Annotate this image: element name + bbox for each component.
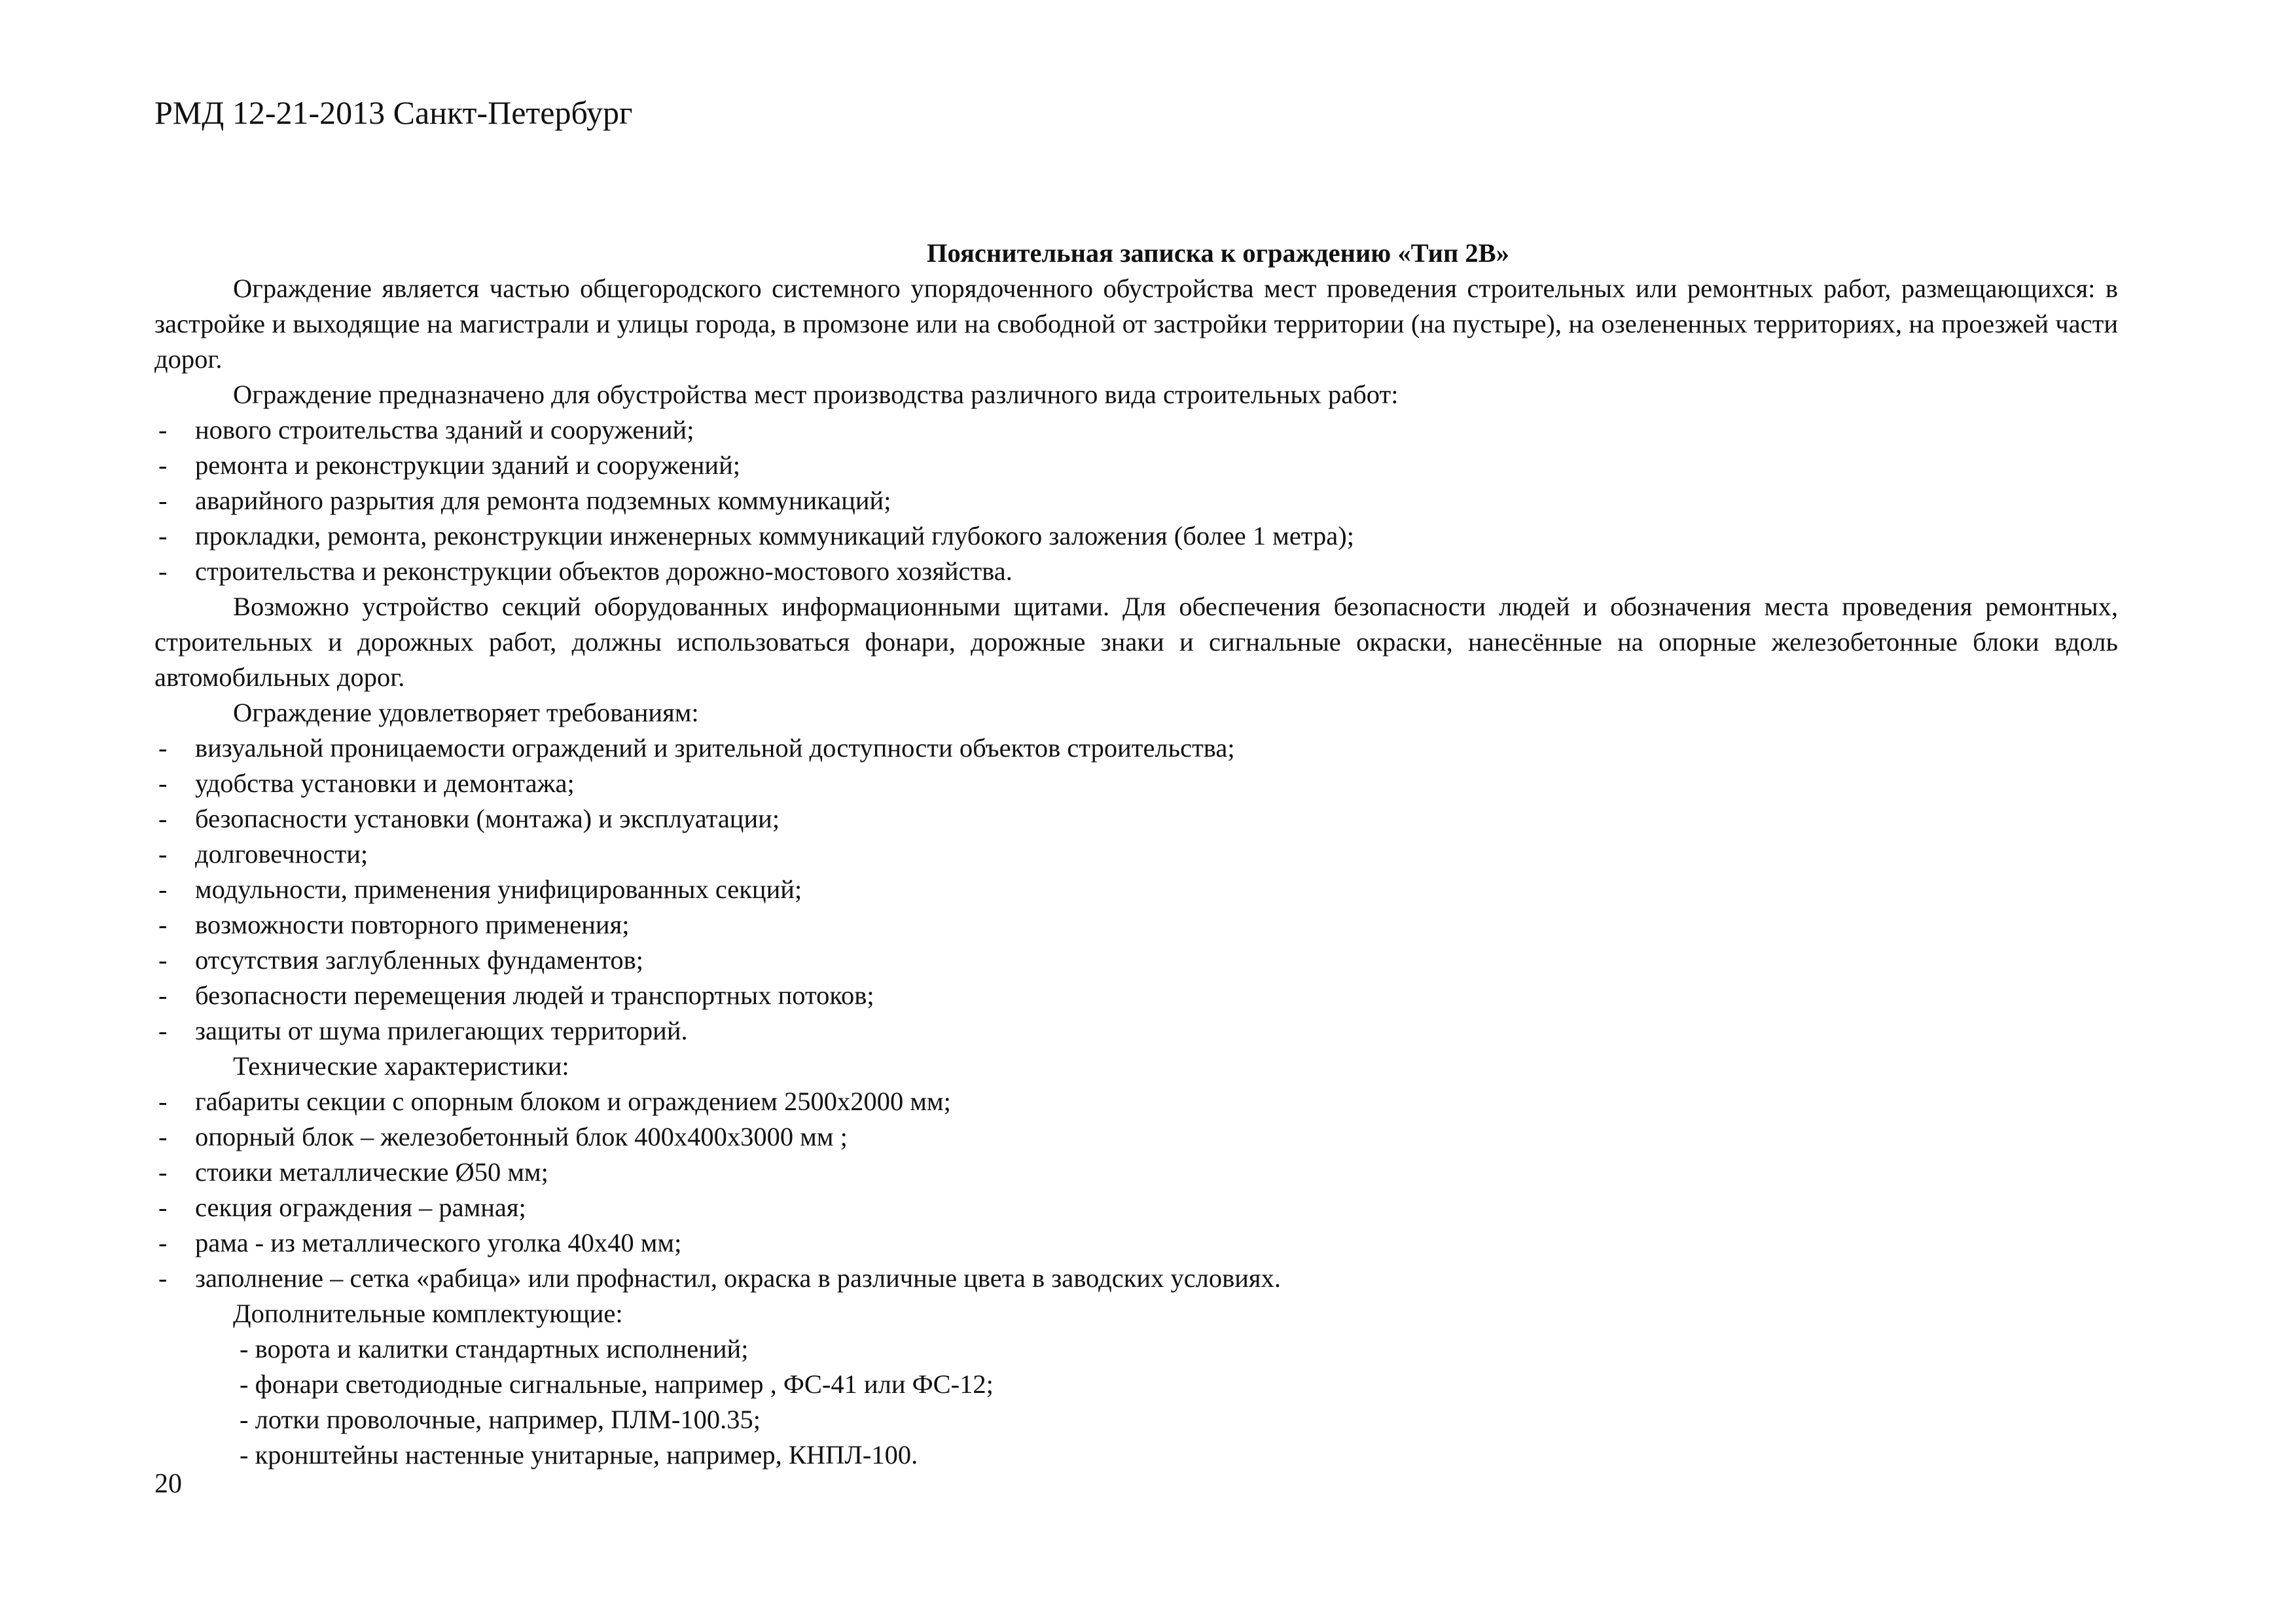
list-item-text: долговечности; xyxy=(195,839,368,869)
purpose-list xyxy=(154,412,2118,589)
list-item xyxy=(154,448,2118,483)
list-item xyxy=(154,766,2118,801)
list-item-text: габариты секции с опорным блоком и ограждением 2500х2000 мм; xyxy=(195,1087,951,1116)
list-item-text: опорный блок – железобетонный блок 400х400х3000 мм ; xyxy=(195,1122,848,1151)
paragraph-safety: Возможно устройство секций оборудованных информационными щитами. Для обеспечения безопасности людей и обозначения места проведения ремонтных, строительных и дорожных работ, должны использоваться фонари, дорожные знаки и сигнальные окраски, нанесённые на опорные железобетонные блоки вдоль автомобильных дорог. xyxy=(154,592,2118,692)
list-dash: - xyxy=(158,556,168,586)
list-item-text: визуальной проницаемости ограждений и зрительной доступности объектов строительства; xyxy=(195,733,1235,763)
list-item: - кронштейны настенные унитарные, например, КНПЛ-100. xyxy=(240,1440,918,1470)
list-dash: - xyxy=(158,1157,168,1187)
list-dash: - xyxy=(158,1087,168,1116)
requirements-list xyxy=(154,731,2118,1049)
list-item: - фонари светодиодные сигнальные, например , ФС-41 или ФС-12; xyxy=(240,1369,994,1399)
list-dash: - xyxy=(158,804,168,833)
list-dash: - xyxy=(158,945,168,975)
list-dash: - xyxy=(158,1228,168,1257)
list-item xyxy=(154,1261,2118,1296)
list-item-text: возможности повторного применения; xyxy=(195,910,630,939)
extras-list xyxy=(154,1331,2118,1473)
list-item-text: отсутствия заглубленных фундаментов; xyxy=(195,945,643,975)
list-item xyxy=(154,518,2118,554)
list-item-text: удобства установки и демонтажа; xyxy=(195,768,575,798)
specs-intro: Технические характеристики: xyxy=(233,1051,569,1081)
running-header: РМД 12-21-2013 Санкт-Петербург xyxy=(154,94,633,131)
list-dash: - xyxy=(158,1193,168,1222)
list-item xyxy=(154,801,2118,837)
specs-list xyxy=(154,1084,2118,1296)
list-dash: - xyxy=(158,768,168,798)
list-dash: - xyxy=(158,875,168,904)
list-item xyxy=(154,1013,2118,1049)
document-title: Пояснительная записка к ограждению «Тип 2В» xyxy=(927,238,1509,268)
list-dash: - xyxy=(158,1016,168,1045)
list-item-text: заполнение – сетка «рабица» или профнастил, окраска в различные цвета в заводских условиях. xyxy=(195,1263,1281,1293)
list-item: - лотки проволочные, например, ПЛМ-100.35; xyxy=(240,1405,761,1434)
list-item xyxy=(154,943,2118,978)
list-dash: - xyxy=(158,839,168,869)
extras-intro: Дополнительные комплектующие: xyxy=(233,1299,623,1328)
list-item xyxy=(154,483,2118,518)
list-item-text: прокладки, ремонта, реконструкции инженерных коммуникаций глубокого заложения (более 1 метра); xyxy=(195,521,1354,550)
page-number: 20 xyxy=(154,1469,182,1499)
list-dash: - xyxy=(158,1263,168,1293)
list-dash: - xyxy=(158,981,168,1010)
list-item-text: строительства и реконструкции объектов дорожно-мостового хозяйства. xyxy=(195,556,1013,586)
list-item-text: безопасности установки (монтажа) и эксплуатации; xyxy=(195,804,780,833)
list-item-text: стоики металлические Ø50 мм; xyxy=(195,1157,548,1187)
requirements-intro: Ограждение удовлетворяет требованиям: xyxy=(233,698,699,727)
list-item xyxy=(154,837,2118,872)
list-item xyxy=(154,1155,2118,1190)
purpose-intro: Ограждение предназначено для обустройства мест производства различного вида строительных работ: xyxy=(233,380,1399,409)
list-item xyxy=(154,1190,2118,1225)
list-item xyxy=(154,907,2118,943)
list-item xyxy=(154,1084,2118,1119)
list-item-text: нового строительства зданий и сооружений; xyxy=(195,415,694,444)
list-item xyxy=(154,872,2118,907)
list-item xyxy=(154,412,2118,448)
list-item-text: ремонта и реконструкции зданий и сооружений; xyxy=(195,450,740,480)
list-item: - ворота и калитки стандартных исполнений; xyxy=(240,1334,749,1363)
list-dash: - xyxy=(158,733,168,763)
list-item xyxy=(154,978,2118,1013)
list-item-text: секция ограждения – рамная; xyxy=(195,1193,526,1222)
list-item-text: защиты от шума прилегающих территорий. xyxy=(195,1016,688,1045)
list-item-text: аварийного разрытия для ремонта подземных коммуникаций; xyxy=(195,486,891,515)
list-dash: - xyxy=(158,450,168,480)
list-item-text: рама - из металлического уголка 40х40 мм; xyxy=(195,1228,682,1257)
list-dash: - xyxy=(158,1122,168,1151)
list-item xyxy=(154,1119,2118,1155)
list-item xyxy=(154,554,2118,589)
list-dash: - xyxy=(158,521,168,550)
list-item-text: безопасности перемещения людей и транспортных потоков; xyxy=(195,981,874,1010)
list-item-text: модульности, применения унифицированных секций; xyxy=(195,875,802,904)
list-item xyxy=(154,731,2118,766)
paragraph-intro: Ограждение является частью общегородского системного упорядоченного обустройства мест проведения строительных или ремонтных работ, размещающихся: в застройке и выходящие на магистрали и улицы города, в промзоне или на свободной от застройки территории (на пустыре), на озелененных территориях, на проезжей части дорог. xyxy=(154,274,2118,374)
list-item xyxy=(154,1225,2118,1261)
list-dash: - xyxy=(158,415,168,444)
list-dash: - xyxy=(158,910,168,939)
document-body xyxy=(154,236,2118,1473)
list-dash: - xyxy=(158,486,168,515)
